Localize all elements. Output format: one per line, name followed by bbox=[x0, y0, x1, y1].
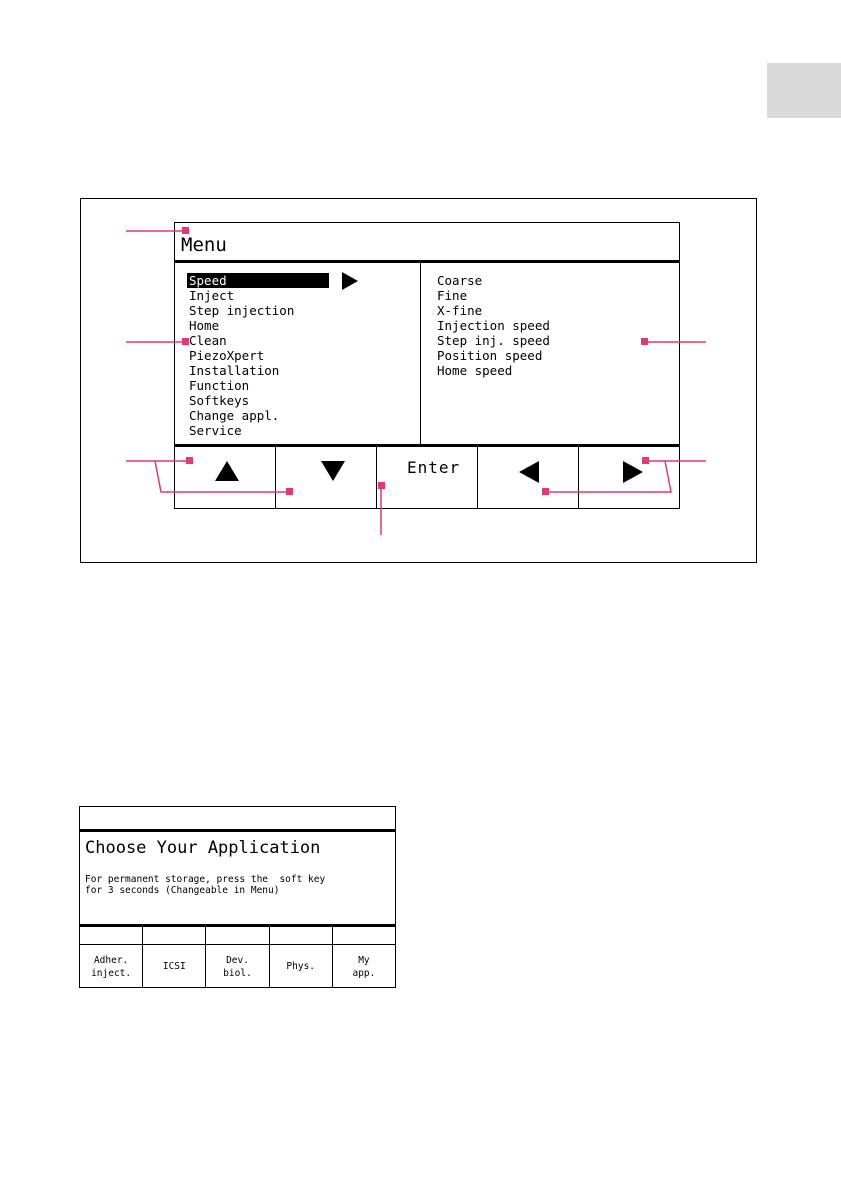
menu-item-installation[interactable]: Installation bbox=[189, 363, 280, 378]
chapter-tab-marker bbox=[767, 63, 841, 118]
submenu-item-fine[interactable]: Fine bbox=[437, 288, 468, 303]
menu-list bbox=[189, 273, 329, 438]
menu-display bbox=[174, 222, 680, 509]
softkey-down[interactable] bbox=[276, 447, 377, 509]
indicator-cell bbox=[270, 927, 333, 944]
menu-item-speed[interactable]: Speed bbox=[189, 273, 329, 288]
submenu-item-step-inj-speed[interactable]: Step inj. speed bbox=[437, 333, 550, 348]
submenu-item-x-fine[interactable]: X-fine bbox=[437, 303, 483, 318]
enter-label: Enter bbox=[407, 458, 461, 477]
app-softkey-bar bbox=[80, 945, 395, 988]
menu-item-clean[interactable]: Clean bbox=[189, 333, 227, 348]
softkey-right[interactable] bbox=[579, 447, 679, 509]
menu-item-home[interactable]: Home bbox=[189, 318, 220, 333]
indicator-cell bbox=[333, 927, 395, 944]
softkey-bar bbox=[175, 447, 679, 509]
down-arrow-icon bbox=[321, 461, 345, 481]
indicator-cell bbox=[80, 927, 143, 944]
submenu-arrow-icon bbox=[342, 272, 358, 290]
menu-item-function[interactable]: Function bbox=[189, 378, 250, 393]
app-top-divider bbox=[80, 829, 395, 832]
softkey-icsi[interactable]: ICSI bbox=[143, 945, 206, 988]
menu-item-piezoxpert[interactable]: PiezoXpert bbox=[189, 348, 265, 363]
application-display bbox=[79, 806, 396, 988]
submenu-list bbox=[437, 273, 550, 378]
menu-item-step-injection[interactable]: Step injection bbox=[189, 303, 295, 318]
softkey-phys[interactable]: Phys. bbox=[270, 945, 333, 988]
submenu-item-position-speed[interactable]: Position speed bbox=[437, 348, 543, 363]
submenu-item-home-speed[interactable]: Home speed bbox=[437, 363, 513, 378]
indicator-cell bbox=[206, 927, 269, 944]
menu-column bbox=[175, 263, 421, 445]
left-arrow-icon bbox=[519, 461, 539, 483]
softkey-enter[interactable] bbox=[377, 447, 478, 509]
app-display-title: Choose Your Application bbox=[85, 838, 321, 858]
right-arrow-icon bbox=[623, 461, 643, 483]
menu-item-inject[interactable]: Inject bbox=[189, 288, 235, 303]
softkey-up[interactable] bbox=[175, 447, 276, 509]
display-title: Menu bbox=[181, 234, 227, 256]
app-instruction-line1: For permanent storage, press the soft key bbox=[85, 874, 326, 885]
menu-item-service[interactable]: Service bbox=[189, 423, 242, 438]
app-softkey-indicator-row bbox=[80, 927, 395, 945]
softkey-left[interactable] bbox=[478, 447, 579, 509]
submenu-item-injection-speed[interactable]: Injection speed bbox=[437, 318, 550, 333]
menu-item-change-appl[interactable]: Change appl. bbox=[189, 408, 280, 423]
softkey-dev-biol[interactable]: Dev. biol. bbox=[206, 945, 269, 988]
menu-item-softkeys[interactable]: Softkeys bbox=[189, 393, 250, 408]
app-instruction-line2: for 3 seconds (Changeable in Menu) bbox=[85, 885, 280, 896]
indicator-cell bbox=[143, 927, 206, 944]
softkey-my-app[interactable]: My app. bbox=[352, 954, 376, 979]
up-arrow-icon bbox=[215, 461, 239, 481]
submenu-item-coarse[interactable]: Coarse bbox=[437, 273, 483, 288]
softkey-adher-inject[interactable]: Adher. inject. bbox=[80, 945, 143, 988]
